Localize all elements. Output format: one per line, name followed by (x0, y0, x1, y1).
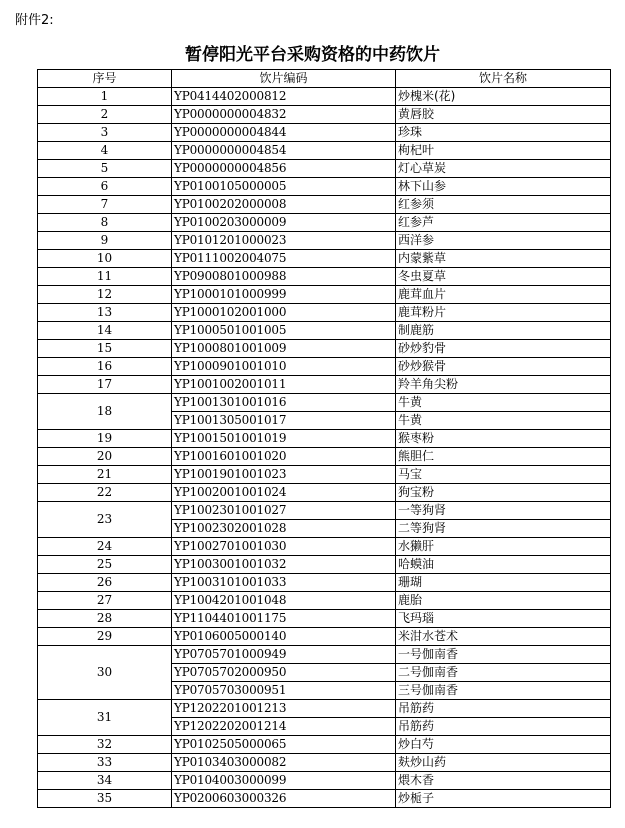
serial-cell: 3 (38, 124, 172, 142)
table-row (38, 232, 611, 250)
serial-cell: 18 (38, 394, 172, 430)
name-cell: 砂炒豹骨 (396, 340, 611, 358)
table-row (38, 142, 611, 160)
table-row (38, 574, 611, 592)
serial-cell: 24 (38, 538, 172, 556)
code-cell: YP1004201001048 (172, 592, 396, 610)
header-code: 饮片编码 (172, 70, 396, 88)
code-cell: YP0101201000023 (172, 232, 396, 250)
table-row (38, 268, 611, 286)
table-row (38, 160, 611, 178)
serial-cell: 30 (38, 646, 172, 700)
serial-cell: 12 (38, 286, 172, 304)
code-cell: YP1001305001017 (172, 412, 396, 430)
name-cell: 炒白芍 (396, 736, 611, 754)
code-cell: YP0103403000082 (172, 754, 396, 772)
table-header-row (38, 70, 611, 88)
name-cell: 制鹿筋 (396, 322, 611, 340)
code-cell: YP0705701000949 (172, 646, 396, 664)
name-cell: 珊瑚 (396, 574, 611, 592)
code-cell: YP1202202001214 (172, 718, 396, 736)
table-row (38, 106, 611, 124)
code-cell: YP1001501001019 (172, 430, 396, 448)
name-cell: 鹿茸粉片 (396, 304, 611, 322)
serial-cell: 17 (38, 376, 172, 394)
serial-cell: 35 (38, 790, 172, 808)
table-row (38, 394, 611, 412)
serial-cell: 19 (38, 430, 172, 448)
code-cell: YP0705703000951 (172, 682, 396, 700)
code-cell: YP0414402000812 (172, 88, 396, 106)
serial-cell: 2 (38, 106, 172, 124)
code-cell: YP0104003000099 (172, 772, 396, 790)
code-cell: YP1001002001011 (172, 376, 396, 394)
name-cell: 冬虫夏草 (396, 268, 611, 286)
table-row (38, 646, 611, 664)
serial-cell: 5 (38, 160, 172, 178)
code-cell: YP0100105000005 (172, 178, 396, 196)
table-row (38, 628, 611, 646)
table-row (38, 304, 611, 322)
code-cell: YP0000000004856 (172, 160, 396, 178)
serial-cell: 10 (38, 250, 172, 268)
code-cell: YP1000101000999 (172, 286, 396, 304)
serial-cell: 22 (38, 484, 172, 502)
name-cell: 红参芦 (396, 214, 611, 232)
code-cell: YP0000000004844 (172, 124, 396, 142)
code-cell: YP0000000004832 (172, 106, 396, 124)
table-row (38, 322, 611, 340)
code-cell: YP1002701001030 (172, 538, 396, 556)
table-row (38, 430, 611, 448)
code-cell: YP1202201001213 (172, 700, 396, 718)
serial-cell: 27 (38, 592, 172, 610)
serial-cell: 1 (38, 88, 172, 106)
attachment-label: 附件2: (15, 13, 54, 28)
table-body (38, 88, 611, 808)
name-cell: 米泔水苍术 (396, 628, 611, 646)
code-cell: YP1003001001032 (172, 556, 396, 574)
table-row (38, 196, 611, 214)
code-cell: YP0102505000065 (172, 736, 396, 754)
serial-cell: 31 (38, 700, 172, 736)
table-row (38, 700, 611, 718)
name-cell: 三号伽南香 (396, 682, 611, 700)
name-cell: 吊筋药 (396, 700, 611, 718)
code-cell: YP0100203000009 (172, 214, 396, 232)
serial-cell: 6 (38, 178, 172, 196)
name-cell: 熊胆仁 (396, 448, 611, 466)
name-cell: 炒槐米(花) (396, 88, 611, 106)
table-row (38, 88, 611, 106)
serial-cell: 25 (38, 556, 172, 574)
code-cell: YP0200603000326 (172, 790, 396, 808)
code-cell: YP1003101001033 (172, 574, 396, 592)
name-cell: 鹿茸血片 (396, 286, 611, 304)
table-row (38, 754, 611, 772)
table-row (38, 772, 611, 790)
table-row (38, 124, 611, 142)
serial-cell: 11 (38, 268, 172, 286)
serial-cell: 16 (38, 358, 172, 376)
name-cell: 一号伽南香 (396, 646, 611, 664)
serial-cell: 14 (38, 322, 172, 340)
serial-cell: 15 (38, 340, 172, 358)
name-cell: 内蒙紫草 (396, 250, 611, 268)
name-cell: 炒栀子 (396, 790, 611, 808)
name-cell: 马宝 (396, 466, 611, 484)
table-row (38, 250, 611, 268)
code-cell: YP0000000004854 (172, 142, 396, 160)
table-row (38, 484, 611, 502)
table-row (38, 340, 611, 358)
code-cell: YP0111002004075 (172, 250, 396, 268)
name-cell: 水獭肝 (396, 538, 611, 556)
name-cell: 煨木香 (396, 772, 611, 790)
serial-cell: 20 (38, 448, 172, 466)
serial-cell: 34 (38, 772, 172, 790)
serial-cell: 13 (38, 304, 172, 322)
table-row (38, 790, 611, 808)
name-cell: 牛黄 (396, 394, 611, 412)
code-cell: YP1000102001000 (172, 304, 396, 322)
serial-cell: 21 (38, 466, 172, 484)
code-cell: YP1002301001027 (172, 502, 396, 520)
name-cell: 林下山参 (396, 178, 611, 196)
code-cell: YP0900801000988 (172, 268, 396, 286)
code-cell: YP1000901001010 (172, 358, 396, 376)
code-cell: YP1001601001020 (172, 448, 396, 466)
table-row (38, 376, 611, 394)
table-row (38, 592, 611, 610)
code-cell: YP0106005000140 (172, 628, 396, 646)
name-cell: 砂炒猴骨 (396, 358, 611, 376)
code-cell: YP1000501001005 (172, 322, 396, 340)
name-cell: 吊筋药 (396, 718, 611, 736)
serial-cell: 26 (38, 574, 172, 592)
name-cell: 牛黄 (396, 412, 611, 430)
name-cell: 飞玛瑙 (396, 610, 611, 628)
name-cell: 二等狗肾 (396, 520, 611, 538)
code-cell: YP0705702000950 (172, 664, 396, 682)
serial-cell: 29 (38, 628, 172, 646)
code-cell: YP1104401001175 (172, 610, 396, 628)
table-row (38, 736, 611, 754)
code-cell: YP1001301001016 (172, 394, 396, 412)
serial-cell: 7 (38, 196, 172, 214)
table-row (38, 214, 611, 232)
table-row (38, 448, 611, 466)
serial-cell: 23 (38, 502, 172, 538)
name-cell: 枸杞叶 (396, 142, 611, 160)
serial-cell: 8 (38, 214, 172, 232)
serial-cell: 33 (38, 754, 172, 772)
serial-cell: 28 (38, 610, 172, 628)
name-cell: 黄唇胶 (396, 106, 611, 124)
name-cell: 灯心草炭 (396, 160, 611, 178)
table-row (38, 286, 611, 304)
name-cell: 红参须 (396, 196, 611, 214)
name-cell: 羚羊角尖粉 (396, 376, 611, 394)
table-row (38, 610, 611, 628)
herb-table (37, 69, 611, 808)
header-serial: 序号 (38, 70, 172, 88)
serial-cell: 4 (38, 142, 172, 160)
code-cell: YP1000801001009 (172, 340, 396, 358)
table-row (38, 358, 611, 376)
table-row (38, 556, 611, 574)
name-cell: 麸炒山药 (396, 754, 611, 772)
code-cell: YP0100202000008 (172, 196, 396, 214)
name-cell: 西洋参 (396, 232, 611, 250)
code-cell: YP1002302001028 (172, 520, 396, 538)
table-row (38, 502, 611, 520)
name-cell: 珍珠 (396, 124, 611, 142)
name-cell: 猴枣粉 (396, 430, 611, 448)
table-row (38, 466, 611, 484)
code-cell: YP1001901001023 (172, 466, 396, 484)
serial-cell: 9 (38, 232, 172, 250)
serial-cell: 32 (38, 736, 172, 754)
name-cell: 一等狗肾 (396, 502, 611, 520)
name-cell: 二号伽南香 (396, 664, 611, 682)
code-cell: YP1002001001024 (172, 484, 396, 502)
header-name: 饮片名称 (396, 70, 611, 88)
document-title: 暂停阳光平台采购资格的中药饮片 (185, 45, 440, 65)
name-cell: 狗宝粉 (396, 484, 611, 502)
table-row (38, 178, 611, 196)
name-cell: 鹿胎 (396, 592, 611, 610)
name-cell: 哈蟆油 (396, 556, 611, 574)
table-row (38, 538, 611, 556)
